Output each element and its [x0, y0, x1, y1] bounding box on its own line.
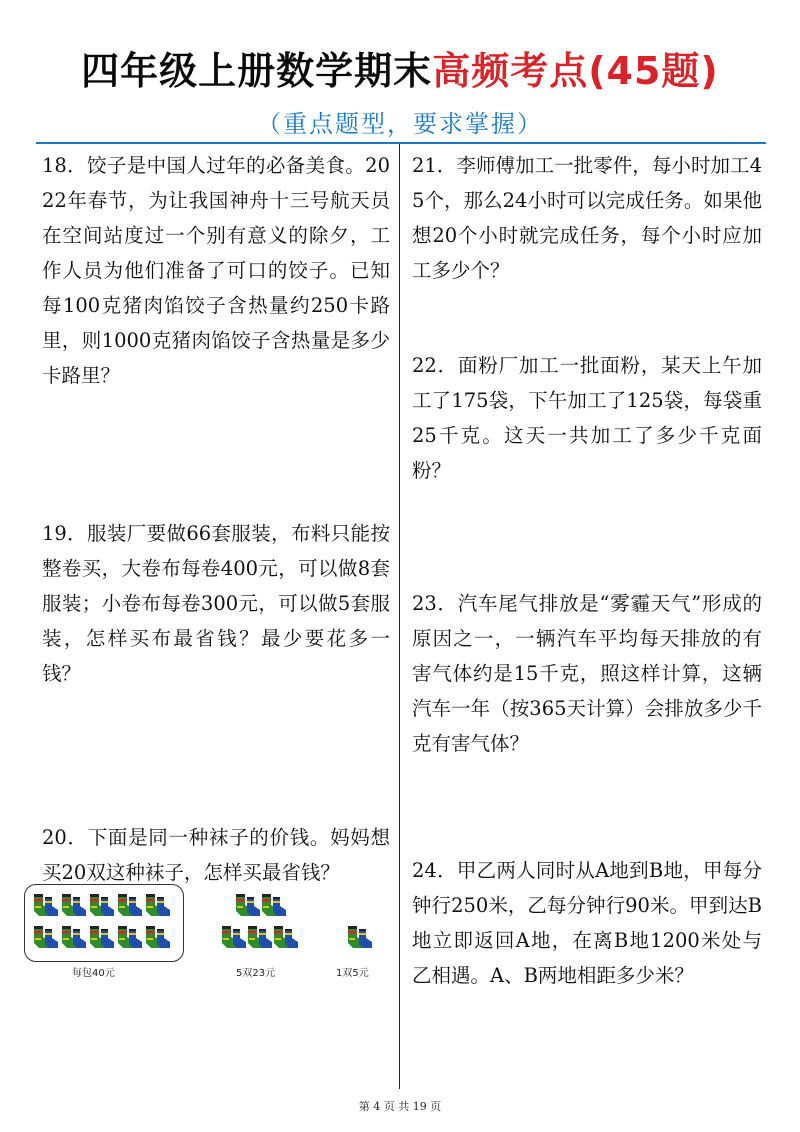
question-18: 18．饺子是中国人过年的必备美食。2022年春节，为让我国神舟十三号航天员在空间站度过一个别有意义的除夕，工作人员为他们准备了可口的饺子。已知每100克猪肉馅饺子含热量约250卡路里，则1000克猪肉馅饺子含热量是多少卡路里？ — [42, 154, 390, 387]
caption-five-pairs: 5双23元 — [236, 968, 276, 979]
sock-price-figure — [24, 884, 394, 984]
page-title — [0, 40, 800, 95]
five-pair-socks — [222, 894, 298, 948]
caption-pack: 每包40元 — [72, 968, 115, 979]
title-main: 四年级上册数学期末 — [81, 49, 433, 93]
caption-single-pair: 1双5元 — [336, 968, 369, 979]
question-21: 21．李师傅加工一批零件，每小时加工45个，那么24小时可以完成任务。如果他想20个小时就完成任务，每个小时应加工多少个？ — [412, 154, 762, 282]
question-19: 19．服装厂要做66套服装，布料只能按整卷买，大卷布每卷400元，可以做8套服装；小卷布每卷300元，可以做5套服装，怎样买布最省钱？最少要花多一钱？ — [42, 522, 390, 685]
single-pair-sock — [348, 926, 372, 948]
question-20: 20．下面是同一种袜子的价钱。妈妈想买20双这种袜子，怎样买最省钱？ — [42, 826, 390, 884]
page-footer: 第 4 页 共 19 页 — [358, 1100, 442, 1113]
column-divider — [399, 144, 400, 1089]
socks-illustration — [24, 884, 394, 964]
question-24: 24．甲乙两人同时从A地到B地，甲每分钟行250米，乙每分钟行90米。甲到达B地立即返回A地，在离B地1200米处与乙相遇。A、B两地相距多少米？ — [412, 859, 762, 987]
question-22: 22．面粉厂加工一批面粉，某天上午加工了175袋，下午加工了125袋，每袋重25千克。这天一共加工了多少千克面粉？ — [412, 354, 762, 482]
pack-socks — [34, 894, 170, 948]
question-23: 23．汽车尾气排放是“雾霾天气”形成的原因之一，一辆汽车平均每天排放的有害气体约是15千克，照这样计算，这辆汽车一年（按365天计算）会排放多少千克有害气体？ — [412, 592, 762, 755]
header-divider — [36, 142, 766, 144]
page-subtitle: （重点题型，要求掌握） — [257, 110, 543, 138]
title-highlight: 高频考点(45题) — [432, 49, 719, 93]
